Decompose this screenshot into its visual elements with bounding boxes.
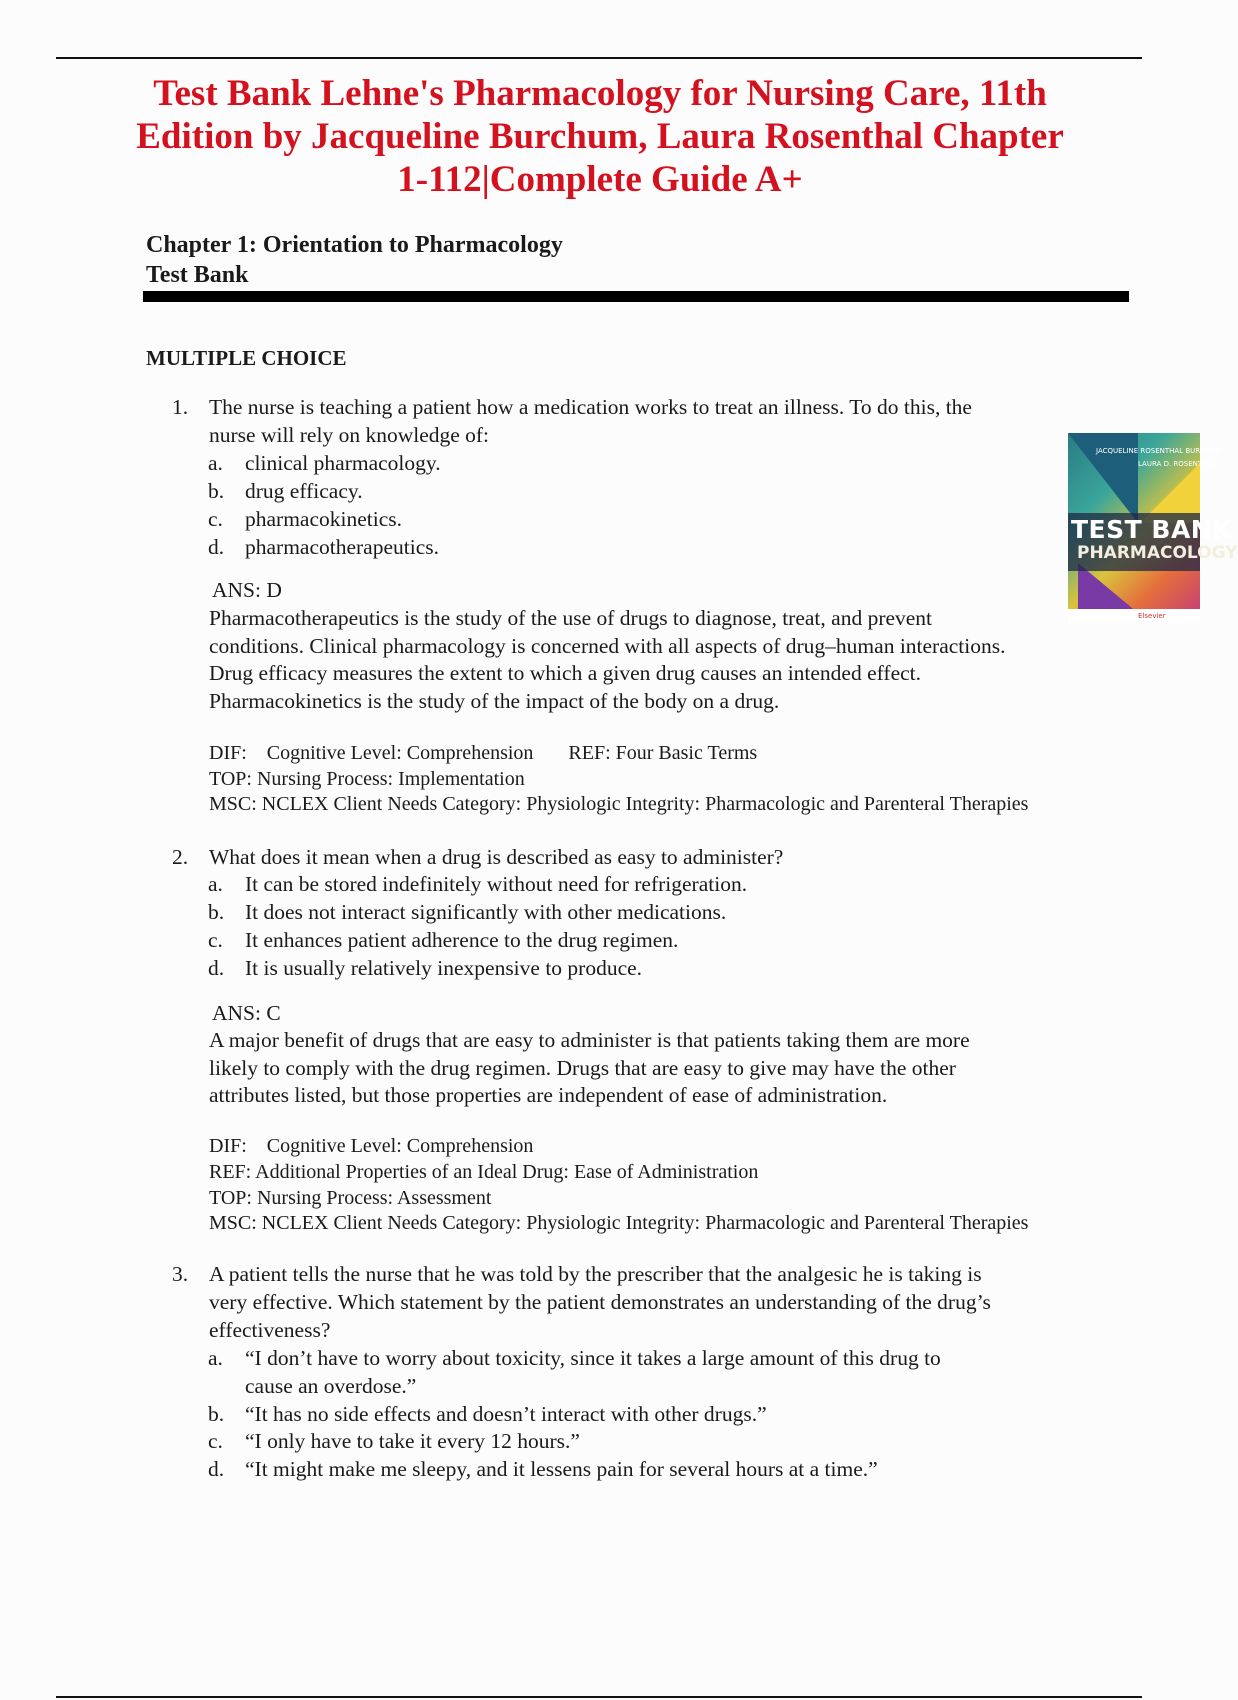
option-letter: b.	[208, 479, 225, 503]
rationale-line: Pharmacokinetics is the study of the impact of the body on a drug.	[209, 689, 780, 713]
option-text-continued: cause an overdose.”	[245, 1374, 417, 1398]
option-text: drug efficacy.	[245, 479, 363, 503]
rationale-line: A major benefit of drugs that are easy to administer is that patients taking them are more	[209, 1028, 970, 1052]
option-letter: a.	[208, 1346, 223, 1370]
option-letter: c.	[208, 928, 223, 952]
section-heading: MULTIPLE CHOICE	[146, 346, 347, 370]
chapter-heading: Chapter 1: Orientation to Pharmacology	[146, 232, 563, 258]
question-stem-line: nurse will rely on knowledge of:	[209, 423, 490, 447]
cover-authors: JACQUELINE ROSENTHAL BURCHUM	[1096, 447, 1222, 455]
answer-key: ANS: D	[212, 578, 282, 602]
meta-line: DIF: Cognitive Level: Comprehension REF: Four Basic Terms	[209, 742, 758, 764]
question-stem-line: A patient tells the nurse that he was told by the prescriber that the analgesic he is taking is	[209, 1262, 982, 1286]
option-letter: a.	[208, 451, 223, 475]
option-letter: b.	[208, 900, 225, 924]
option-text: pharmacotherapeutics.	[245, 535, 440, 559]
rationale-line: attributes listed, but those properties are independent of ease of administration.	[209, 1083, 888, 1107]
option-letter: c.	[208, 1429, 223, 1453]
question-number: 1.	[172, 395, 189, 419]
cover-subtitle: PHARMACOLOGY	[1077, 543, 1238, 563]
option-text: It enhances patient adherence to the drug regimen.	[245, 928, 679, 952]
option-text: It can be stored indefinitely without need for refrigeration.	[245, 872, 748, 896]
question-stem-line: effectiveness?	[209, 1318, 331, 1342]
section-divider	[143, 291, 1129, 302]
option-text: “It has no side effects and doesn’t interact with other drugs.”	[245, 1402, 767, 1426]
test-bank-label: Test Bank	[146, 262, 249, 288]
top-rule	[56, 57, 1142, 59]
bottom-rule	[56, 1696, 1142, 1698]
rationale-line: likely to comply with the drug regimen. Drugs that are easy to give may have the other	[209, 1056, 956, 1080]
meta-line: TOP: Nursing Process: Implementation	[209, 768, 525, 790]
cover-footer	[1068, 609, 1200, 623]
option-text: “It might make me sleepy, and it lessens pain for several hours at a time.”	[245, 1457, 878, 1481]
option-text: It is usually relatively inexpensive to produce.	[245, 956, 643, 980]
document-title: Test Bank Lehne's Pharmacology for Nursing Care, 11th Edition by Jacqueline Burchum, Laura Rosenthal Chapter 1-112|Complete Guide A+	[136, 73, 1064, 200]
question-stem-line: What does it mean when a drug is described as easy to administer?	[209, 845, 784, 869]
rationale-line: Pharmacotherapeutics is the study of the use of drugs to diagnose, treat, and prevent	[209, 606, 933, 630]
question-number: 3.	[172, 1262, 189, 1286]
rationale-line: Drug efficacy measures the extent to which a given drug causes an intended effect.	[209, 661, 922, 685]
meta-line: MSC: NCLEX Client Needs Category: Physiologic Integrity: Pharmacologic and Parenteral Therapies	[209, 1212, 1029, 1234]
option-letter: c.	[208, 507, 223, 531]
option-letter: a.	[208, 872, 223, 896]
option-letter: d.	[208, 1457, 225, 1481]
cover-authors: LAURA D. ROSENTHAL	[1138, 460, 1217, 468]
rationale-line: conditions. Clinical pharmacology is concerned with all aspects of drug–human interactions.	[209, 634, 1006, 658]
question-number: 2.	[172, 845, 189, 869]
cover-title: TEST BANK	[1071, 515, 1233, 544]
meta-line: DIF: Cognitive Level: Comprehension	[209, 1135, 534, 1157]
cover-publisher: Elsevier	[1138, 612, 1166, 620]
option-text: It does not interact significantly with other medications.	[245, 900, 727, 924]
question-stem-line: The nurse is teaching a patient how a medication works to treat an illness. To do this, the	[209, 395, 972, 419]
option-letter: b.	[208, 1402, 225, 1426]
option-text: clinical pharmacology.	[245, 451, 441, 475]
option-letter: d.	[208, 535, 225, 559]
option-text: “I only have to take it every 12 hours.”	[245, 1429, 580, 1453]
question-stem-line: very effective. Which statement by the patient demonstrates an understanding of the drug’s	[209, 1290, 991, 1314]
answer-key: ANS: C	[212, 1001, 281, 1025]
option-letter: d.	[208, 956, 225, 980]
option-text: pharmacokinetics.	[245, 507, 403, 531]
meta-line: REF: Additional Properties of an Ideal Drug: Ease of Administration	[209, 1161, 759, 1183]
book-cover-image	[1068, 433, 1238, 623]
meta-line: MSC: NCLEX Client Needs Category: Physiologic Integrity: Pharmacologic and Parenteral Therapies	[209, 793, 1029, 815]
option-text: “I don’t have to worry about toxicity, since it takes a large amount of this drug to	[245, 1346, 941, 1370]
meta-line: TOP: Nursing Process: Assessment	[209, 1187, 492, 1209]
